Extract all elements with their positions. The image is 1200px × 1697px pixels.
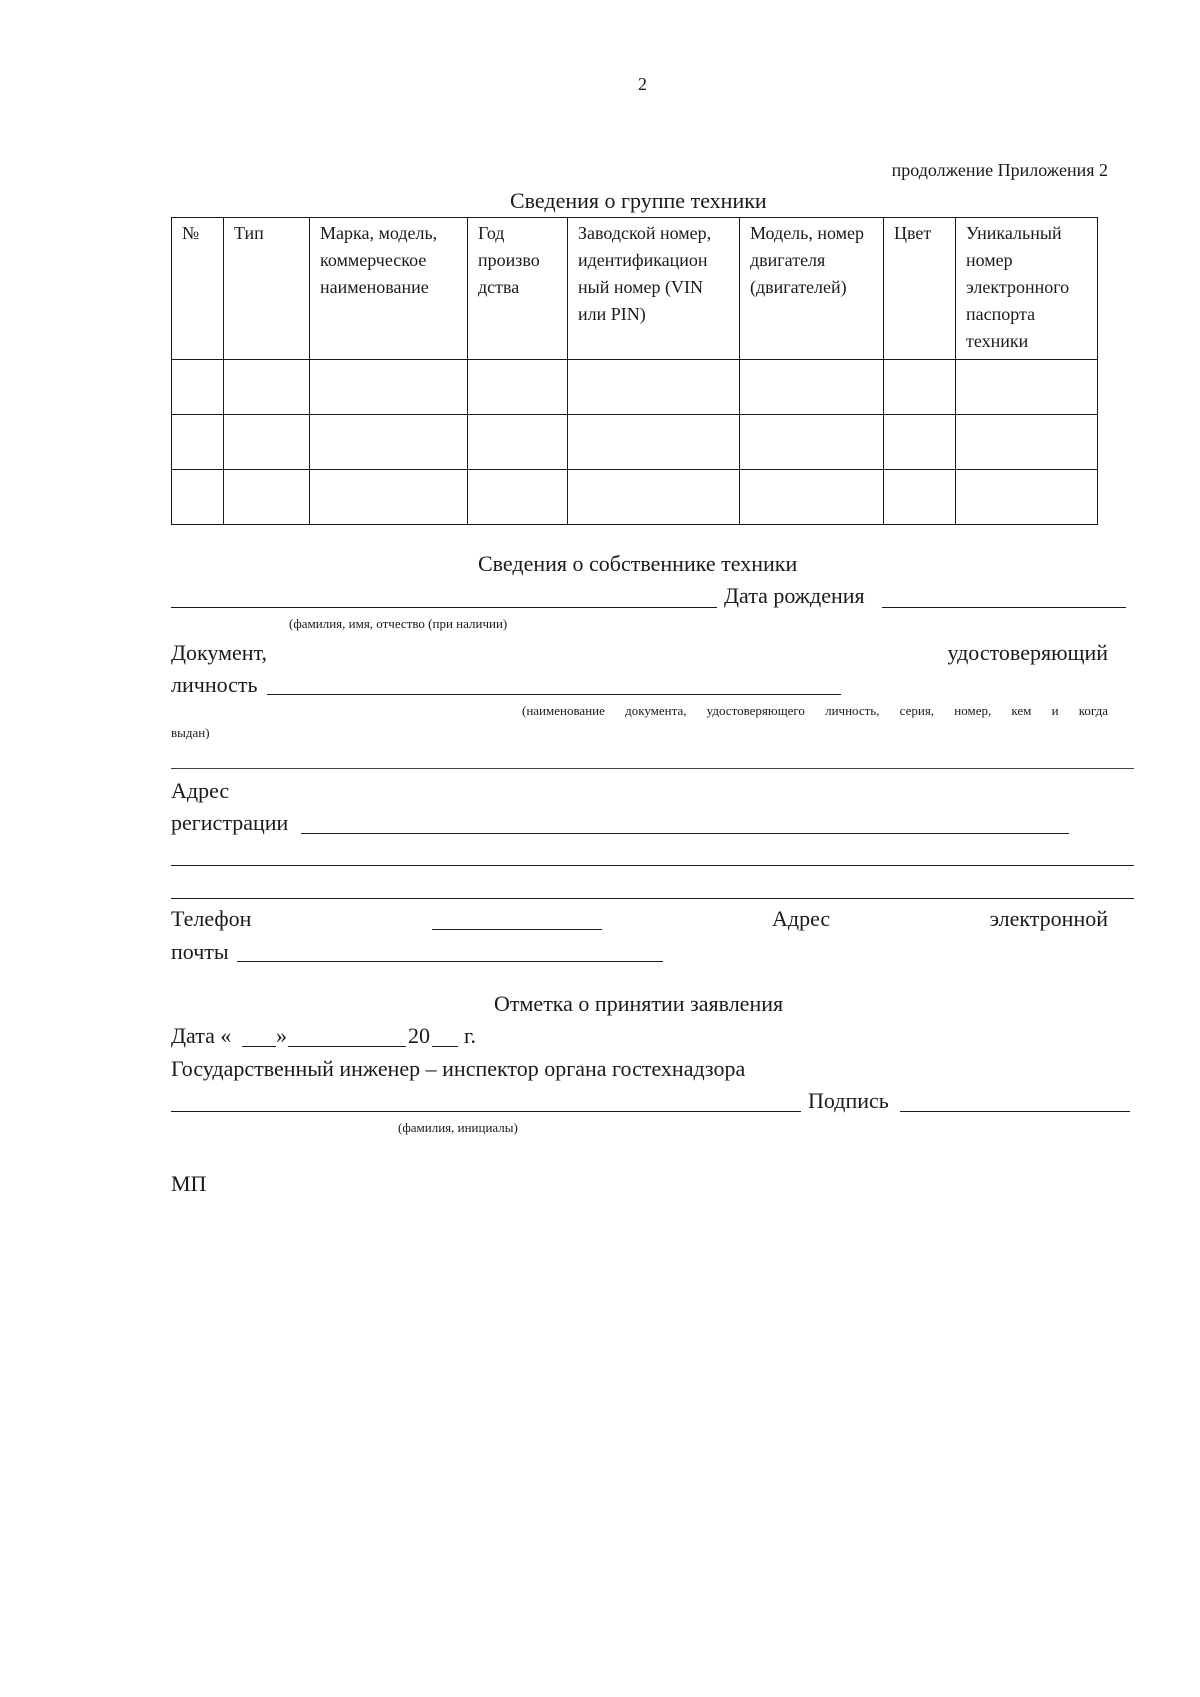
owner-section-title: Сведения о собственнике техники <box>478 551 798 576</box>
table-cell[interactable] <box>224 415 310 470</box>
email-field[interactable] <box>237 961 663 962</box>
header-number: № <box>172 218 224 360</box>
table-cell[interactable] <box>740 470 884 525</box>
identity-document-field[interactable] <box>267 694 841 695</box>
table-cell[interactable] <box>468 415 568 470</box>
birth-date-field[interactable] <box>882 607 1126 608</box>
table-cell[interactable] <box>224 360 310 415</box>
identity-word: личность <box>171 672 258 697</box>
table-cell[interactable] <box>884 415 956 470</box>
table-cell[interactable] <box>172 470 224 525</box>
table-cell[interactable] <box>172 360 224 415</box>
table-cell[interactable] <box>310 360 468 415</box>
header-passport-number: Уникальный номер электронного паспорта техники <box>956 218 1098 360</box>
acceptance-section-title: Отметка о принятии заявления <box>494 991 784 1016</box>
document-hint: (наименование документа, удостоверяющего личность, серия, номер, кем и когда <box>522 703 1108 718</box>
table-row <box>172 470 1098 525</box>
group-section-title: Сведения о группе техники <box>510 188 767 213</box>
registration-word: регистрации <box>171 810 289 835</box>
address-word: Адрес <box>171 778 230 803</box>
header-engine: Модель, номер двигателя (двигателей) <box>740 218 884 360</box>
table-cell[interactable] <box>884 470 956 525</box>
signature-label: Подпись <box>808 1088 889 1113</box>
table-cell[interactable] <box>568 415 740 470</box>
birth-date-label: Дата рождения <box>724 583 865 608</box>
header-production-year: Год произво дства <box>468 218 568 360</box>
date-suffix: г. <box>464 1023 477 1048</box>
signature-field[interactable] <box>900 1111 1130 1112</box>
table-cell[interactable] <box>468 360 568 415</box>
inspector-name-field[interactable] <box>171 1111 801 1112</box>
initials-hint: (фамилия, инициалы) <box>398 1120 518 1135</box>
page-number: 2 <box>638 74 647 94</box>
table-cell[interactable] <box>884 360 956 415</box>
table-cell[interactable] <box>468 470 568 525</box>
acceptance-month-field[interactable] <box>288 1046 406 1047</box>
date-year-prefix: 20 <box>408 1023 430 1048</box>
phone-field[interactable] <box>432 929 602 930</box>
table-cell[interactable] <box>224 470 310 525</box>
table-header-row <box>172 218 1098 360</box>
table-cell[interactable] <box>956 360 1098 415</box>
document-hint-tail: выдан) <box>171 725 210 740</box>
acceptance-day-field[interactable] <box>242 1046 276 1047</box>
table-cell[interactable] <box>310 415 468 470</box>
header-brand-model: Марка, модель, коммерческое наименование <box>310 218 468 360</box>
table-row <box>172 415 1098 470</box>
table-cell[interactable] <box>568 470 740 525</box>
email-electronic-word: электронной <box>989 906 1108 931</box>
certifying-word: удостоверяющий <box>947 640 1108 665</box>
table-cell[interactable] <box>310 470 468 525</box>
document-word: Документ, <box>171 640 268 665</box>
header-color: Цвет <box>884 218 956 360</box>
phone-label: Телефон <box>171 906 252 931</box>
table-row <box>172 360 1098 415</box>
email-address-word: Адрес <box>772 906 831 931</box>
header-type: Тип <box>224 218 310 360</box>
fio-field[interactable] <box>171 607 717 608</box>
acceptance-year-field[interactable] <box>432 1046 458 1047</box>
appendix-note: продолжение Приложения 2 <box>891 160 1108 180</box>
table-cell[interactable] <box>568 360 740 415</box>
date-quote-close: » <box>276 1023 287 1048</box>
equipment-group-table <box>171 217 1098 525</box>
registration-address-line-3[interactable] <box>171 898 1134 899</box>
header-serial-vin: Заводской номер, идентификацион ный номер (VIN или PIN) <box>568 218 740 360</box>
table-cell[interactable] <box>740 415 884 470</box>
date-prefix: Дата « <box>171 1023 232 1048</box>
document-details-field[interactable] <box>171 768 1134 769</box>
table-cell[interactable] <box>172 415 224 470</box>
fio-hint: (фамилия, имя, отчество (при наличии) <box>289 616 508 631</box>
stamp-placeholder: МП <box>171 1171 207 1196</box>
table-cell[interactable] <box>956 470 1098 525</box>
email-mail-word: почты <box>171 939 229 964</box>
registration-address-field[interactable] <box>301 833 1069 834</box>
table-cell[interactable] <box>740 360 884 415</box>
inspector-label: Государственный инженер – инспектор органа гостехнадзора <box>171 1056 746 1081</box>
table-cell[interactable] <box>956 415 1098 470</box>
registration-address-line-2[interactable] <box>171 865 1134 866</box>
